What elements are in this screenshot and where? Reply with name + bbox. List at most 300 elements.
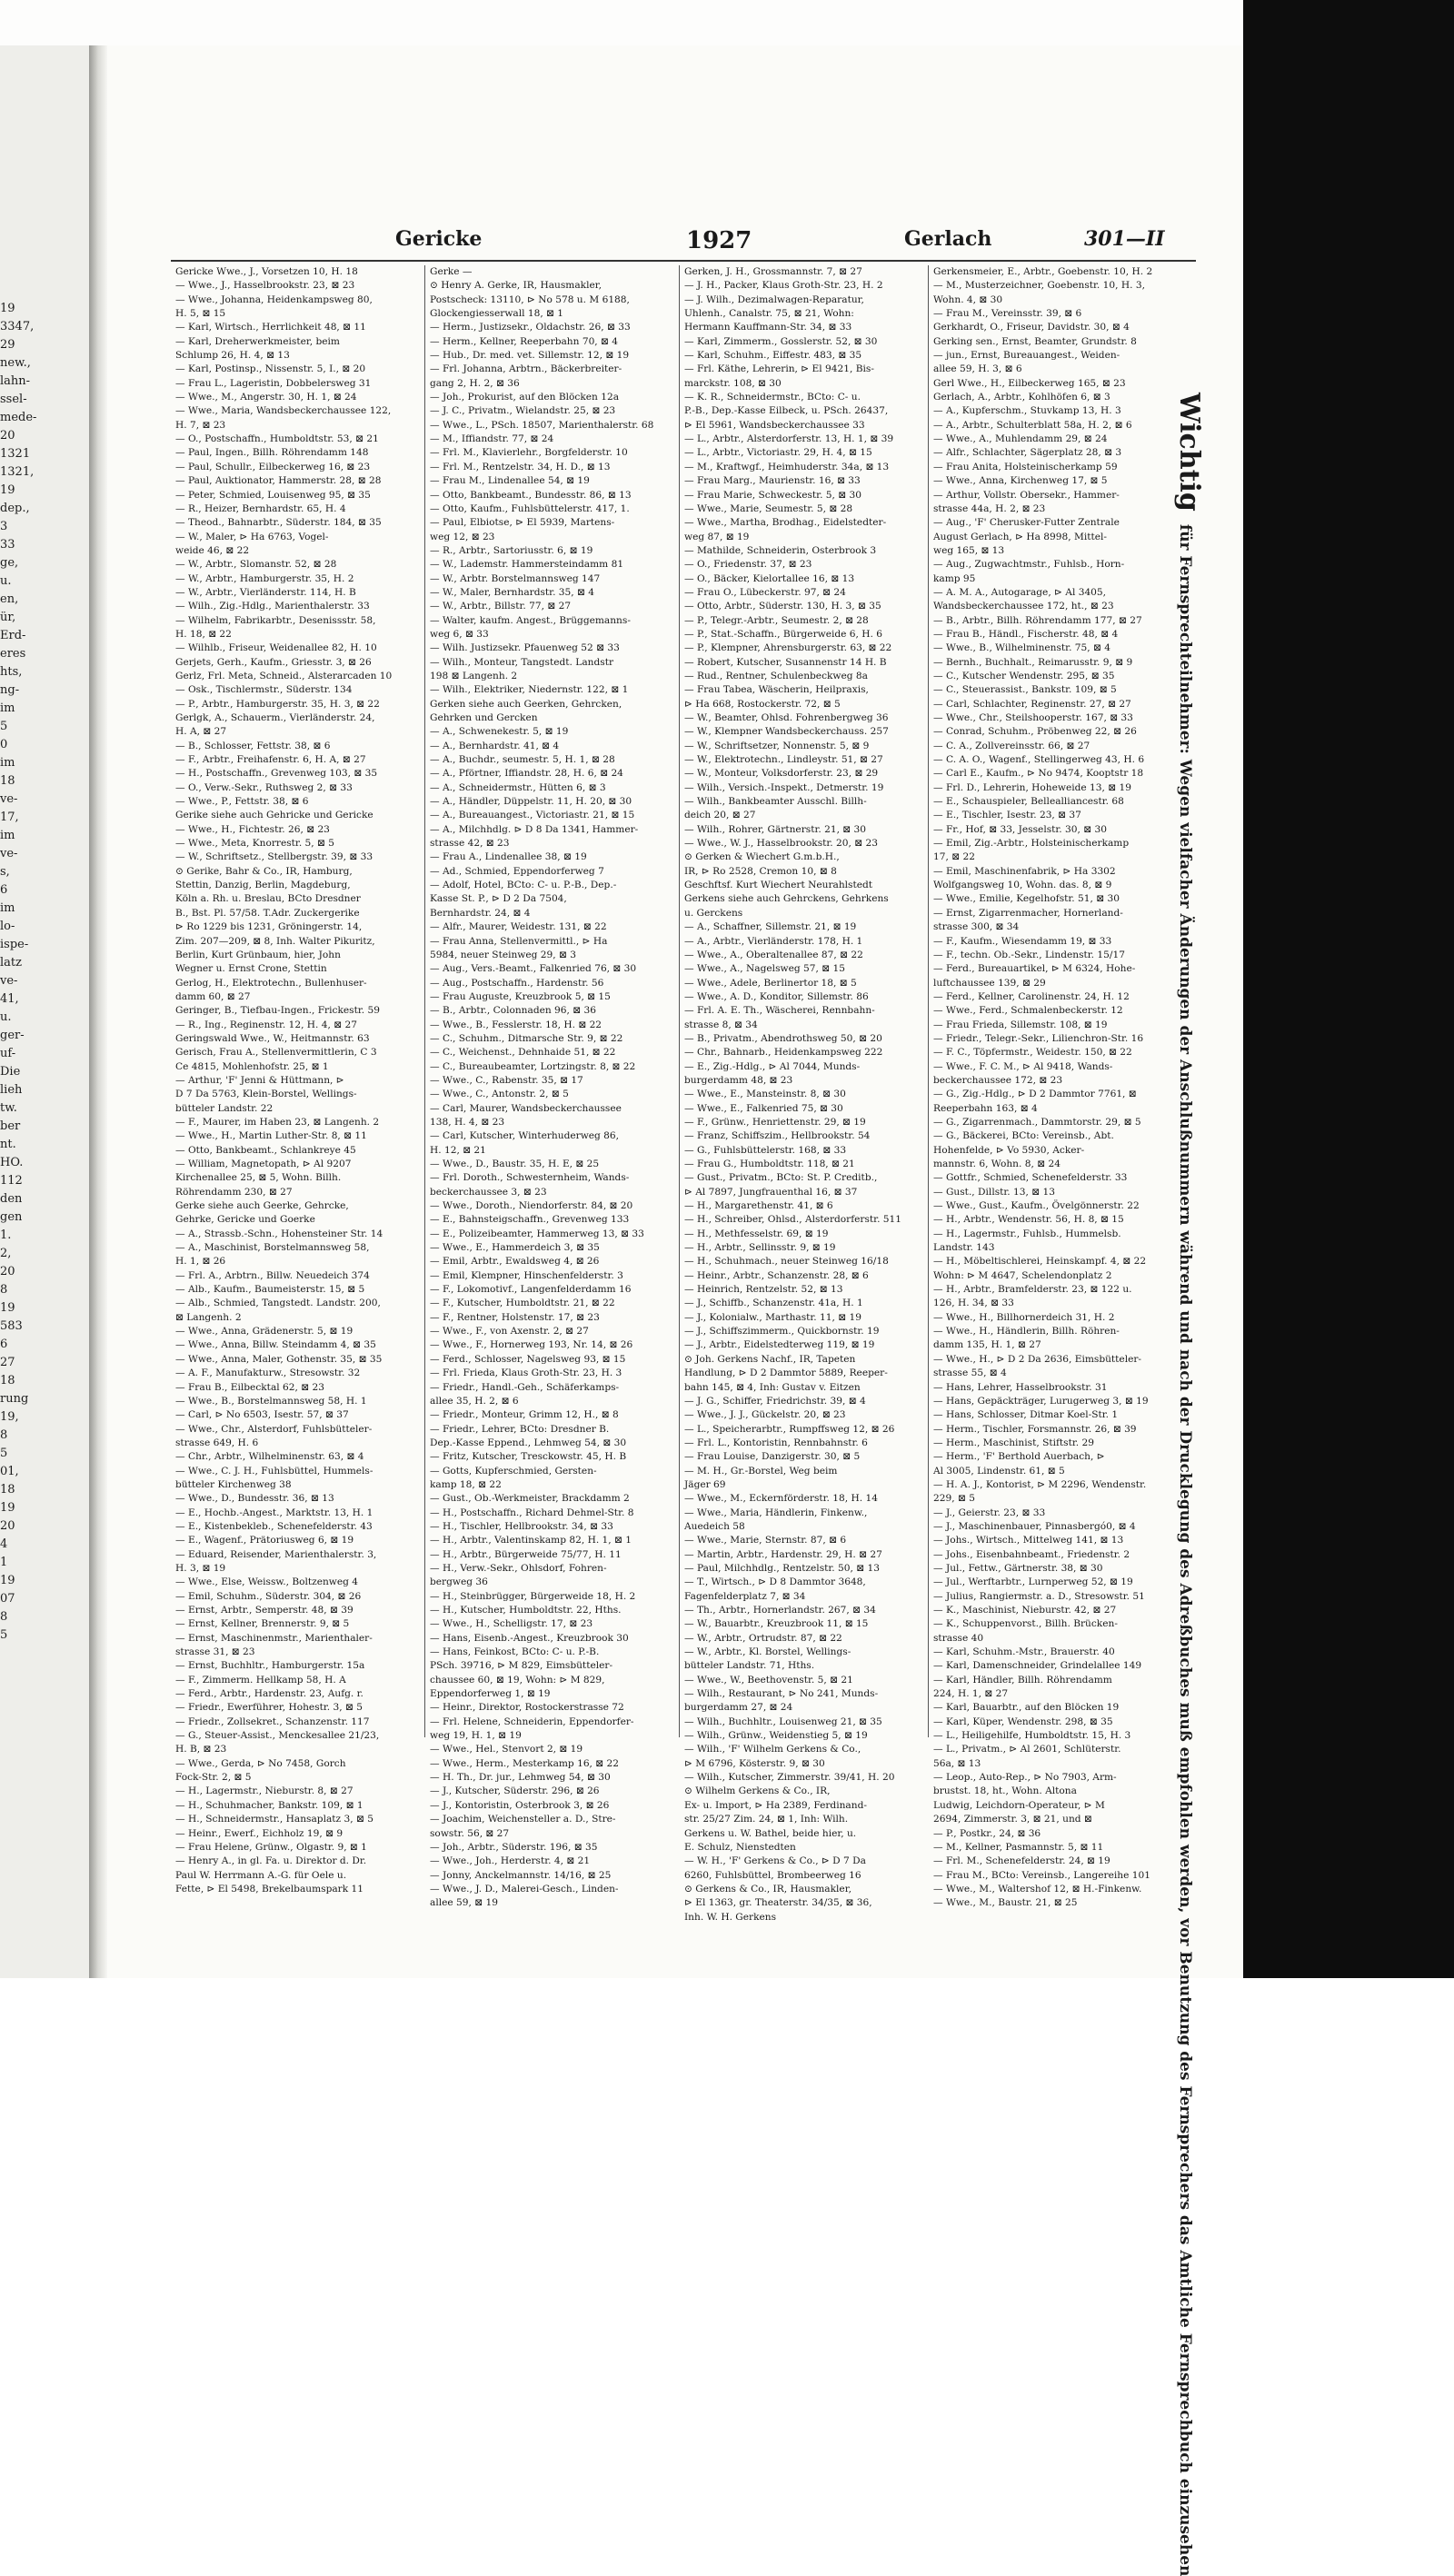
directory-entry-line: — W., Arbtr., Vierländerstr. 114, H. B	[175, 586, 356, 598]
directory-entry-line: — Adolf, Hotel, BCto: C- u. P.-B., Dep.-	[430, 880, 617, 891]
directory-entry-line: — Wilh., Monteur, Tangstedt. Landstr	[430, 656, 614, 668]
directory-entry-line: — Wwe., L., PSch. 18507, Marienthalerstr. 68	[430, 419, 654, 431]
directory-entry-line: Gerlz, Frl. Meta, Schneid., Alsterarcaden 10	[175, 670, 393, 681]
directory-entry-line: — O., Bäcker, Kielortallee 16, ⊠ 13	[684, 572, 855, 584]
directory-entry-line: — F., Arbtr., Freihafenstr. 6, H. A, ⊠ 27	[175, 754, 366, 766]
directory-entry-line: Landstr. 143	[933, 1242, 995, 1254]
directory-entry-line: Wolfgangsweg 10, Wohn. das. 8, ⊠ 9	[933, 880, 1112, 891]
directory-entry-line: — Leop., Auto-Rep., ⊳ No 7903, Arm-	[933, 1772, 1117, 1784]
directory-entry-line: beckerchaussee 3, ⊠ 23	[430, 1186, 547, 1198]
directory-entry-line: — Wwe., Marie, Seumestr. 5, ⊠ 28	[684, 502, 853, 514]
directory-entry-line: ⊙ Gerkens & Co., IR, Hausmakler,	[684, 1883, 851, 1895]
directory-entry-line: — Karl, Schuhm., Eiffestr. 483, ⊠ 35	[684, 350, 862, 362]
directory-entry-line: Gerisch, Frau A., Stellenvermittlerin, C 3	[175, 1047, 377, 1059]
directory-entry-line: — J. H., Packer, Klaus Groth-Str. 23, H. 2	[684, 280, 883, 292]
previous-page-fragment: 8	[0, 1428, 8, 1442]
previous-page-fragment: HO.	[0, 1156, 24, 1169]
directory-entry-line: — Wilh., Versich.-Inspekt., Detmerstr. 19	[684, 781, 884, 793]
directory-entry-line: — Wwe., Gust., Kaufm., Övelgönnerstr. 22	[933, 1200, 1140, 1212]
directory-entry-line: H. 1, ⊠ 26	[175, 1256, 226, 1268]
previous-page-fragment: lo-	[0, 920, 15, 933]
directory-entry-line: — Wwe., B., Fesslerstr. 18, H. ⊠ 22	[430, 1019, 603, 1030]
directory-entry-line: — W., Maler, ⊳ Ha 6763, Vogel-	[175, 531, 329, 542]
directory-entry-line: — G., Fuhlsbüttelerstr. 168, ⊠ 33	[684, 1144, 847, 1156]
directory-entry-line: Gerking sen., Ernst, Beamter, Grundstr. 8	[933, 335, 1137, 347]
directory-entry-line: Gerke siehe auch Geerke, Gehrcke,	[175, 1200, 349, 1212]
directory-entry-line: IR, ⊳ Ro 2528, Cremon 10, ⊠ 8	[684, 865, 837, 877]
directory-entry-line: luftchaussee 139, ⊠ 29	[933, 977, 1046, 989]
directory-entry-line: Berlin, Kurt Grünbaum, hier, John	[175, 949, 341, 960]
directory-entry-line: — H., Schreiber, Ohlsd., Alsterdorferstr. 511	[684, 1214, 902, 1226]
directory-entry-line: — W., Monteur, Volksdorferstr. 23, ⊠ 29	[684, 768, 879, 780]
header-first-name: Gericke	[395, 227, 483, 251]
directory-entry-line: — Frl. M., Rentzelstr. 34, H. D., ⊠ 13	[430, 461, 611, 472]
directory-entry-line: strasse 40	[933, 1632, 984, 1644]
directory-entry-line: — Aug., 'F' Cherusker-Futter Zentrale	[933, 517, 1120, 529]
directory-entry-line: — Wwe., E., Hammerdeich 3, ⊠ 35	[430, 1242, 600, 1254]
directory-entry-line: — O., Verw.-Sekr., Ruthsweg 2, ⊠ 33	[175, 781, 353, 793]
directory-entry-line: — Hans, Feinkost, BCto: C- u. P.-B.	[430, 1646, 600, 1658]
previous-page-fragment: 2,	[0, 1247, 12, 1260]
directory-entry-line: — Wwe., H., Händlerin, Billh. Röhren-	[933, 1326, 1120, 1338]
previous-page-fragment: gen	[0, 1210, 23, 1224]
directory-entry-line: — Wilhelm, Fabrikarbtr., Desenissstr. 58,	[175, 614, 376, 626]
directory-entry-line: — R., Ing., Reginenstr. 12, H. 4, ⊠ 27	[175, 1019, 357, 1030]
directory-entry-line: — Chr., Bahnarb., Heidenkampsweg 222	[684, 1047, 883, 1059]
directory-entry-line: — Peter, Schmied, Louisenweg 95, ⊠ 35	[175, 489, 371, 501]
directory-entry-line: — Frau Tabea, Wäscherin, Heilpraxis,	[684, 684, 869, 696]
directory-entry-line: — A., Kupferschm., Stuvkamp 13, H. 3	[933, 405, 1121, 417]
directory-entry-line: Handlung, ⊳ D 2 Dammtor 5889, Reeper-	[684, 1368, 888, 1379]
directory-entry-line: P.-B., Dep.-Kasse Eilbeck, u. PSch. 26437,	[684, 405, 889, 417]
directory-entry-line: Kasse St. P., ⊳ D 2 Da 7504,	[430, 893, 567, 905]
directory-entry-line: — Frau O., Lübeckerstr. 97, ⊠ 24	[684, 586, 846, 598]
directory-entry-line: Gerken siehe auch Geerken, Gehrcken,	[430, 698, 622, 710]
directory-entry-line: — Wwe., M., Waltershof 12, ⊠ H.-Finkenw.	[933, 1883, 1142, 1895]
previous-page-text	[0, 300, 37, 1935]
directory-entry-line: Gericke Wwe., J., Vorsetzen 10, H. 18	[175, 266, 358, 277]
directory-entry-line: — Gust., Dillstr. 13, ⊠ 13	[933, 1186, 1055, 1198]
directory-entry-line: — Aug., Zugwachtmstr., Fuhlsb., Horn-	[933, 559, 1125, 571]
directory-entry-line: — J., Maschinenbauer, Pinnasbergó0, ⊠ 4	[933, 1520, 1136, 1532]
directory-entry-line: strasse 44a, H. 2, ⊠ 23	[933, 502, 1046, 514]
previous-page-fragment: ber	[0, 1119, 21, 1133]
header-last-name: Gerlach	[904, 227, 992, 251]
directory-entry-line: — F., Grünw., Henriettenstr. 29, ⊠ 19	[684, 1116, 866, 1128]
directory-entry-line: marckstr. 108, ⊠ 30	[684, 377, 782, 389]
directory-entry-line: — Paul, Schullr., Eilbeckerweg 16, ⊠ 23	[175, 461, 371, 472]
previous-page-fragment: 19	[0, 483, 15, 497]
directory-entry-line: — J., Kutscher, Süderstr. 296, ⊠ 26	[430, 1785, 600, 1797]
directory-entry-line: — Jul., Fettw., Gärtnerstr. 38, ⊠ 30	[933, 1562, 1103, 1574]
directory-entry-line: Gerken, J. H., Grossmannstr. 7, ⊠ 27	[684, 266, 862, 277]
directory-entry-line: 229, ⊠ 5	[933, 1493, 975, 1505]
previous-page-fragment: 8	[0, 1283, 8, 1297]
directory-entry-line: — Walter, kaufm. Angest., Brüggemanns-	[430, 614, 631, 626]
directory-entry-line: burgerdamm 27, ⊠ 24	[684, 1702, 793, 1714]
previous-page-fragment: en,	[0, 592, 19, 606]
directory-entry-line: — Hans, Lehrer, Hasselbrookstr. 31	[933, 1381, 1108, 1393]
previous-page-fragment: 29	[0, 338, 15, 352]
directory-entry-line: weide 46, ⊠ 22	[175, 544, 250, 556]
previous-page-fragment: im	[0, 701, 15, 715]
book-gutter	[89, 45, 107, 1978]
directory-entry-line: — Wwe., Ferd., Schmalenbeckerstr. 12	[933, 1005, 1123, 1017]
directory-entry-line: — W., Schriftsetz., Stellbergstr. 39, ⊠ 33	[175, 851, 373, 863]
directory-entry-line: 138, H. 4, ⊠ 23	[430, 1116, 505, 1128]
directory-entry-line: — Herm., Justizsekr., Oldachstr. 26, ⊠ 33	[430, 322, 631, 333]
directory-entry-line: sowstr. 56, ⊠ 27	[430, 1827, 510, 1839]
directory-entry-line: — Joachim, Weichensteller a. D., Stre-	[430, 1814, 616, 1825]
previous-page-fragment: 1	[0, 1556, 8, 1569]
directory-entry-line: Köln a. Rh. u. Breslau, BCto Dresdner	[175, 893, 361, 905]
directory-entry-line: — Wilhlb., Friseur, Weidenallee 82, H. 10	[175, 642, 377, 654]
directory-entry-line: — Ernst, Kellner, Brennerstr. 9, ⊠ 5	[175, 1618, 350, 1630]
previous-page-fragment: 20	[0, 1265, 15, 1278]
directory-entry-line: — Wilh., Restaurant, ⊳ No 241, Munds-	[684, 1688, 879, 1700]
directory-entry-line: — A., Arbtr., Schulterblatt 58a, H. 2, ⊠ 6	[933, 419, 1132, 431]
previous-page-fragment: ve-	[0, 847, 18, 860]
directory-entry-line: — L., Arbtr., Victoriastr. 29, H. 4, ⊠ 15	[684, 447, 872, 459]
directory-entry-line: — W., Arbtr., Billstr. 77, ⊠ 27	[430, 601, 572, 612]
directory-entry-line: — Frau Anna, Stellenvermittl., ⊳ Ha	[430, 935, 608, 947]
directory-entry-line: Reeperbahn 163, ⊠ 4	[933, 1102, 1038, 1114]
previous-page-fragment: 20	[0, 1519, 15, 1533]
directory-entry-line: — W. H., 'F' Gerkens & Co., ⊳ D 7 Da	[684, 1855, 866, 1867]
directory-entry-line: — W., Arbtr. Borstelmannsweg 147	[430, 572, 601, 584]
directory-entry-line: — F., Maurer, im Haben 23, ⊠ Langenh. 2	[175, 1116, 380, 1128]
directory-entry-line: — Emil, Arbtr., Ewaldsweg 4, ⊠ 26	[430, 1256, 600, 1268]
directory-entry-line: — P., Telegr.-Arbtr., Seumestr. 2, ⊠ 28	[684, 614, 869, 626]
directory-entry-line: — B., Schlosser, Fettstr. 38, ⊠ 6	[175, 740, 331, 751]
previous-page-fragment: 8	[0, 1610, 8, 1624]
directory-entry-line: — A., Strassb.-Schn., Hohensteiner Str. 14	[175, 1228, 383, 1239]
directory-entry-line: — A., Arbtr., Vierländerstr. 178, H. 1	[684, 935, 863, 947]
directory-entry-line: Gerkens siehe auch Gehrckens, Gehrkens	[684, 893, 889, 905]
scan-border	[1243, 0, 1454, 1978]
directory-entry-line: — Osk., Tischlermstr., Süderstr. 134	[175, 684, 353, 696]
directory-entry-line: — J., Kolonialw., Marthastr. 11, ⊠ 19	[684, 1311, 861, 1323]
directory-entry-line: Postscheck: 13110, ⊳ No 578 u. M 6188,	[430, 293, 630, 305]
directory-entry-line: bergweg 36	[430, 1576, 488, 1588]
directory-entry-line: E. Schulz, Nienstedten	[684, 1841, 796, 1853]
directory-entry-line: — Frau G., Humboldtstr. 118, ⊠ 21	[684, 1159, 855, 1169]
directory-entry-line: Inh. W. H. Gerkens	[684, 1911, 777, 1923]
directory-entry-line: — Carl, Kutscher, Winterhuderweg 86,	[430, 1130, 620, 1142]
directory-entry-line: — J., Arbtr., Eidelstedterweg 119, ⊠ 19	[684, 1339, 875, 1351]
directory-entry-line: 6260, Fuhlsbüttel, Brombeerweg 16	[684, 1869, 861, 1881]
directory-entry-line: Fagenfelderplatz 7, ⊠ 34	[684, 1590, 806, 1602]
directory-entry-line: — Johs., Wirtsch., Mittelweg 141, ⊠ 13	[933, 1535, 1124, 1547]
directory-entry-line: — Wwe., A. D., Konditor, Sillemstr. 86	[684, 990, 869, 1002]
directory-entry-line: — A., Bernhardstr. 41, ⊠ 4	[430, 740, 560, 751]
directory-entry-line: — K. R., Schneidermstr., BCto: C- u.	[684, 392, 861, 403]
directory-entry-line: — Wilh., Elektriker, Niedernstr. 122, ⊠ 1	[430, 684, 629, 696]
previous-page-fragment: 01,	[0, 1465, 19, 1478]
previous-page-fragment: 0	[0, 738, 8, 751]
directory-entry-line: Röhrendamm 230, ⊠ 27	[175, 1186, 293, 1198]
directory-entry-line: — Johs., Eisenbahnbeamt., Friedenstr. 2	[933, 1548, 1130, 1560]
directory-entry-line: — Frau Marie, Schweckestr. 5, ⊠ 30	[684, 489, 862, 501]
directory-entry-line: — Wwe., Chr., Alsterdorf, Fuhlsbütteler-	[175, 1423, 373, 1435]
directory-entry-line: — Emil, Maschinenfabrik, ⊳ Ha 3302	[933, 865, 1116, 877]
directory-entry-line: — Wwe., Gerda, ⊳ No 7458, Gorch	[175, 1757, 346, 1769]
directory-entry-line: Eppendorferweg 1, ⊠ 19	[430, 1688, 551, 1700]
directory-entry-line: — J. Wilh., Dezimalwagen-Reparatur,	[684, 293, 864, 305]
directory-entry-line: strasse 55, ⊠ 4	[933, 1368, 1007, 1379]
directory-entry-line: D 7 Da 5763, Klein-Borstel, Wellings-	[175, 1089, 357, 1100]
previous-page-fragment: latz	[0, 956, 22, 970]
directory-entry-line: — P., Arbtr., Hamburgerstr. 35, H. 3, ⊠ 22	[175, 698, 380, 710]
directory-entry-line: — A., Schneidermstr., Hütten 6, ⊠ 3	[430, 781, 606, 793]
directory-entry-line: — Friedr., Zollsekret., Schanzenstr. 117	[175, 1716, 370, 1727]
directory-entry-line: allee 59, H. 3, ⊠ 6	[933, 363, 1022, 375]
directory-entry-line: — Wwe., H., Fichtestr. 26, ⊠ 23	[175, 823, 330, 835]
directory-entry-line: — A., Buchdr., seumestr. 5, H. 1, ⊠ 28	[430, 754, 615, 766]
previous-page-fragment: 27	[0, 1356, 15, 1369]
previous-page-fragment: ve-	[0, 792, 18, 806]
directory-entry-line: — W., Klempner Wandsbeckerchauss. 257	[684, 726, 889, 738]
directory-entry-line: — Karl, Bauarbtr., auf den Blöcken 19	[933, 1702, 1120, 1714]
directory-entry-line: H. A, ⊠ 27	[175, 726, 227, 738]
directory-entry-line: — Karl, Postinsp., Nissenstr. 5, I., ⊠ 20	[175, 363, 366, 375]
directory-entry-line: — Ferd., Bureauartikel, ⊳ M 6324, Hohe-	[933, 963, 1136, 975]
directory-entry-line: ⊳ Al 7897, Jungfrauenthal 16, ⊠ 37	[684, 1186, 858, 1198]
directory-column-4	[933, 265, 1160, 1911]
directory-entry-line: — Otto, Kaufm., Fuhlsbüttelerstr. 417, 1.	[430, 502, 630, 514]
directory-entry-line: — Bernh., Buchhalt., Reimarusstr. 9, ⊠ 9	[933, 656, 1133, 668]
directory-entry-line: — Frau M., Vereinsstr. 39, ⊠ 6	[933, 308, 1082, 320]
directory-entry-line: — Wwe., A., Muhlendamm 29, ⊠ 24	[933, 433, 1108, 445]
directory-entry-line: — E., Zig.-Hdlg., ⊳ Al 7044, Munds-	[684, 1060, 861, 1072]
directory-entry-line: — F., Rentner, Holstenstr. 17, ⊠ 23	[430, 1311, 600, 1323]
directory-entry-line: — Frau Louise, Danzigerstr. 30, ⊠ 5	[684, 1451, 861, 1463]
directory-entry-line: — M., Kraftwgf., Heimhuderstr. 34a, ⊠ 13	[684, 461, 890, 472]
directory-entry-line: — Wwe., Anna, Billw. Steindamm 4, ⊠ 35	[175, 1339, 376, 1351]
directory-entry-line: — Friedr., Monteur, Grimm 12, H., ⊠ 8	[430, 1409, 619, 1421]
directory-entry-line: — Carl, Maurer, Wandsbeckerchaussee	[430, 1102, 622, 1114]
directory-entry-line: — Frl. A. E. Th., Wäscherei, Rennbahn-	[684, 1005, 875, 1017]
previous-page-fragment: nt.	[0, 1138, 16, 1151]
page-number: 301—II	[1084, 227, 1165, 251]
directory-entry-line: — A. M. A., Autogarage, ⊳ Al 3405,	[933, 586, 1107, 598]
directory-entry-line: — Wwe., D., Bundesstr. 36, ⊠ 13	[175, 1493, 334, 1505]
notice-text: für Fernsprechteilnehmer: Wegen vielfacher Änderungen der Anschlußnummern während und nach der Drucklegung des Adreßbuches muß empfohlen werden, vor Benutzung des Fernsprechers das Amtliche Fernsprechbuch einzusehen	[1176, 523, 1194, 2576]
directory-entry-line: Jäger 69	[684, 1478, 726, 1490]
directory-entry-line: — W., Lademstr. Hammersteindamm 81	[430, 559, 624, 571]
directory-entry-line: — B., Arbtr., Billh. Röhrendamm 177, ⊠ 27	[933, 614, 1142, 626]
directory-entry-line: — Paul, Auktionator, Hammerstr. 28, ⊠ 28	[175, 475, 382, 487]
directory-entry-line: — Wilh., Rohrer, Gärtnerstr. 21, ⊠ 30	[684, 823, 867, 835]
directory-entry-line: bütteler Landstr. 71, Hths.	[684, 1660, 815, 1672]
directory-entry-line: — Karl, Zimmerm., Gosslerstr. 52, ⊠ 30	[684, 335, 878, 347]
directory-entry-line: Bernhardstr. 24, ⊠ 4	[430, 907, 531, 919]
directory-entry-line: kamp 18, ⊠ 22	[430, 1478, 502, 1490]
directory-entry-line: — Wwe., C., Antonstr. 2, ⊠ 5	[430, 1089, 569, 1100]
directory-entry-line: ⊳ Ha 668, Rostockerstr. 72, ⊠ 5	[684, 698, 841, 710]
directory-entry-line: — Ernst, Maschinenmstr., Marienthaler-	[175, 1632, 373, 1644]
directory-entry-line: — Frau A., Lindenallee 38, ⊠ 19	[430, 851, 587, 863]
directory-entry-line: 56a, ⊠ 13	[933, 1757, 981, 1769]
directory-entry-line: — C., Steuerassist., Bankstr. 109, ⊠ 5	[933, 684, 1117, 696]
directory-entry-line: — Arthur, Vollstr. Obersekr., Hammer-	[933, 489, 1120, 501]
directory-entry-line: str. 25/27 Zim. 24, ⊠ 1, Inh: Wilh.	[684, 1814, 849, 1825]
directory-entry-line: — Wilh., Zig.-Hdlg., Marienthalerstr. 33	[175, 601, 370, 612]
directory-entry-line: Gerkensmeier, E., Arbtr., Goebenstr. 10, H. 2	[933, 266, 1153, 277]
directory-entry-line: — M., Iffiandstr. 77, ⊠ 24	[430, 433, 554, 445]
directory-entry-line: — Wwe., H., Martin Luther-Str. 8, ⊠ 11	[175, 1130, 367, 1142]
directory-entry-line: — H., Schuhmach., neuer Steinweg 16/18	[684, 1256, 889, 1268]
header-rule	[171, 260, 1196, 262]
directory-entry-line: bahn 145, ⊠ 4, Inh: Gustav v. Eitzen	[684, 1381, 861, 1393]
directory-entry-line: — Theod., Bahnarbtr., Süderstr. 184, ⊠ 35	[175, 517, 382, 529]
directory-entry-line: — H., Postschaffn., Richard Dehmel-Str. 8	[430, 1507, 634, 1518]
directory-entry-line: — H., Lagermstr., Fuhlsb., Hummelsb.	[933, 1228, 1121, 1239]
previous-page-fragment: ng-	[0, 683, 20, 697]
previous-page-edge	[0, 45, 89, 1978]
directory-entry-line: — Wwe., Marie, Sternstr. 87, ⊠ 6	[684, 1535, 847, 1547]
directory-entry-line: H. B, ⊠ 23	[175, 1744, 227, 1755]
previous-page-fragment: ge,	[0, 556, 19, 570]
previous-page-fragment: 19	[0, 1301, 15, 1315]
previous-page-fragment: 5	[0, 1628, 8, 1642]
directory-entry-line: — Ernst, Arbtr., Semperstr. 48, ⊠ 39	[175, 1605, 354, 1616]
directory-entry-line: — T., Wirtsch., ⊳ D 8 Dammtor 3648,	[684, 1576, 866, 1588]
previous-page-fragment: s,	[0, 865, 10, 879]
directory-entry-line: 198 ⊠ Langenh. 2	[430, 670, 518, 681]
directory-entry-line: — Wwe., Joh., Herderstr. 4, ⊠ 21	[430, 1855, 591, 1867]
directory-entry-line: — Joh., Prokurist, auf den Blöcken 12a	[430, 392, 620, 403]
previous-page-fragment: 19,	[0, 1410, 19, 1424]
previous-page-fragment: 4	[0, 1537, 8, 1551]
directory-entry-line: Gerlach, A., Arbtr., Kohlhöfen 6, ⊠ 3	[933, 392, 1110, 403]
directory-entry-line: — C. A. O., Wagenf., Stellingerweg 43, H. 6	[933, 754, 1145, 766]
directory-entry-line: — C., Schuhm., Ditmarsche Str. 9, ⊠ 22	[430, 1032, 623, 1044]
directory-entry-line: — Paul, Elbiotse, ⊳ El 5939, Martens-	[430, 517, 615, 529]
directory-entry-line: — Frl. A., Arbtrn., Billw. Neuedeich 374	[175, 1269, 370, 1281]
directory-entry-line: — L., Speicherarbtr., Rumpffsweg 12, ⊠ 26	[684, 1423, 895, 1435]
directory-entry-line: Gerke —	[430, 266, 473, 277]
directory-entry-line: H. 7, ⊠ 23	[175, 419, 226, 431]
directory-entry-line: — Herm., Kellner, Reeperbahn 70, ⊠ 4	[430, 335, 619, 347]
directory-entry-line: — Frl. M., Klavierlehr., Borgfelderstr. 10	[430, 447, 628, 459]
directory-entry-line: — B., Arbtr., Colonnaden 96, ⊠ 36	[430, 1005, 596, 1017]
previous-page-fragment: 18	[0, 774, 15, 788]
previous-page-fragment: den	[0, 1192, 23, 1206]
directory-entry-line: Hohenfelde, ⊳ Vo 5930, Acker-	[933, 1144, 1085, 1156]
directory-entry-line: — Alfr., Schlachter, Sägerplatz 28, ⊠ 3	[933, 447, 1122, 459]
directory-entry-line: Hermann Kauffmann-Str. 34, ⊠ 33	[684, 322, 852, 333]
directory-entry-line: — Conrad, Schuhm., Pröbenweg 22, ⊠ 26	[933, 726, 1137, 738]
directory-entry-line: — H., Schneidermstr., Hansaplatz 3, ⊠ 5	[175, 1814, 373, 1825]
directory-entry-line: Uhlenh., Canalstr. 75, ⊠ 21, Wohn:	[684, 308, 854, 320]
directory-entry-line: — Wwe., C. J. H., Fuhlsbüttel, Hummels-	[175, 1465, 373, 1477]
previous-page-fragment: im	[0, 829, 15, 842]
directory-entry-line: — Karl, Küper, Wendenstr. 298, ⊠ 35	[933, 1716, 1113, 1727]
directory-column-1	[175, 265, 416, 1896]
directory-entry-line: ⊳ El 5961, Wandsbeckerchaussee 33	[684, 419, 865, 431]
directory-entry-line: strasse 8, ⊠ 34	[684, 1019, 758, 1030]
directory-entry-line: — Wwe., Chr., Steilshooperstr. 167, ⊠ 33	[933, 712, 1133, 723]
previous-page-fragment: 6	[0, 1338, 8, 1351]
directory-entry-line: — E., Tischler, Isestr. 23, ⊠ 37	[933, 810, 1081, 821]
directory-entry-line: — Wwe., M., Baustr. 21, ⊠ 25	[933, 1897, 1078, 1909]
directory-entry-line: weg 19, H. 1, ⊠ 19	[430, 1730, 522, 1742]
directory-entry-line: strasse 31, ⊠ 23	[175, 1646, 255, 1658]
directory-entry-line: ⊳ M 6796, Kösterstr. 9, ⊠ 30	[684, 1757, 825, 1769]
directory-entry-line: bütteler Landstr. 22	[175, 1102, 274, 1114]
directory-entry-line: ⊳ El 1363, gr. Theaterstr. 34/35, ⊠ 36,	[684, 1897, 872, 1909]
directory-entry-line: Geringer, B., Tiefbau-Ingen., Frickestr. 59	[175, 1005, 380, 1017]
directory-entry-line: — H., Postschaffn., Grevenweg 103, ⊠ 35	[175, 768, 378, 780]
directory-entry-line: allee 59, ⊠ 19	[430, 1897, 498, 1909]
directory-entry-line: — O., Friedenstr. 37, ⊠ 23	[684, 559, 812, 571]
directory-entry-line: chaussee 60, ⊠ 19, Wohn: ⊳ M 829,	[430, 1674, 605, 1686]
directory-entry-line: mannstr. 6, Wohn. 8, ⊠ 24	[933, 1159, 1061, 1169]
directory-entry-line: — W., Beamter, Ohlsd. Fohrenbergweg 36	[684, 712, 889, 723]
directory-entry-line: ⊙ Gerike, Bahr & Co., IR, Hamburg,	[175, 865, 353, 877]
directory-entry-line: — Wwe., Maria, Händlerin, Finkenw.,	[684, 1507, 868, 1518]
directory-entry-line: B., Bst. Pl. 57/58. T.Adr. Zuckergerike	[175, 907, 360, 919]
directory-entry-line: Gerlgk, A., Schauerm., Vierländerstr. 24,	[175, 712, 375, 723]
directory-entry-line: — A., Schaffner, Sillemstr. 21, ⊠ 19	[684, 921, 857, 933]
directory-entry-line: — Wwe., Adele, Berlinertor 18, ⊠ 5	[684, 977, 857, 989]
directory-entry-line: — Frau Auguste, Kreuzbrook 5, ⊠ 15	[430, 990, 611, 1002]
directory-entry-line: Geschftsf. Kurt Wiechert Neurahlstedt	[684, 880, 873, 891]
directory-entry-line: — Hub., Dr. med. vet. Sillemstr. 12, ⊠ 19	[430, 350, 630, 362]
directory-entry-line: — Wwe., Meta, Knorrestr. 5, ⊠ 5	[175, 838, 335, 850]
directory-entry-line: — Arthur, 'F' Jenni & Hüttmann, ⊳	[175, 1074, 344, 1086]
directory-entry-line: — H., Arbtr., Wendenstr. 56, H. 8, ⊠ 15	[933, 1214, 1124, 1226]
directory-entry-line: Zim. 207—209, ⊠ 8, Inh. Walter Pikuritz,	[175, 935, 375, 947]
directory-entry-line: — C., Kutscher Wendenstr. 295, ⊠ 35	[933, 670, 1115, 681]
directory-entry-line: — P., Klempner, Ahrensburgerstr. 63, ⊠ 22	[684, 642, 892, 654]
directory-entry-line: ⊙ Gerken & Wiechert G.m.b.H.,	[684, 851, 840, 863]
directory-entry-line: — Th., Arbtr., Hornerlandstr. 267, ⊠ 34	[684, 1605, 876, 1616]
directory-entry-line: — J. G., Schiffer, Friedrichstr. 39, ⊠ 4	[684, 1395, 866, 1407]
previous-page-fragment: lieh	[0, 1083, 23, 1097]
directory-entry-line: — Chr., Arbtr., Wilhelminenstr. 63, ⊠ 4	[175, 1451, 364, 1463]
directory-entry-line: — Wwe., P., Fettstr. 38, ⊠ 6	[175, 796, 309, 808]
directory-entry-line: — J., Schiffszimmerm., Quickbornstr. 19	[684, 1326, 880, 1338]
directory-entry-line: — E., Kistenbekleb., Schenefelderstr. 43	[175, 1520, 373, 1532]
directory-entry-line: — H., Kutscher, Humboldtstr. 22, Hths.	[430, 1605, 622, 1616]
directory-entry-line: weg 12, ⊠ 23	[430, 531, 495, 542]
directory-entry-line: — A., Pförtner, Iffiandstr. 28, H. 6, ⊠ 24	[430, 768, 623, 780]
directory-entry-line: — Frau M., BCto: Vereinsb., Langereihe 101	[933, 1869, 1150, 1881]
directory-entry-line: — Wwe., M., Eckernförderstr. 18, H. 14	[684, 1493, 878, 1505]
previous-page-fragment: ssel-	[0, 393, 27, 406]
directory-entry-line: weg 87, ⊠ 19	[684, 531, 750, 542]
directory-entry-line: Auedeich 58	[684, 1520, 745, 1532]
directory-entry-line: — Wwe., Anna, Maler, Gothenstr. 35, ⊠ 35	[175, 1353, 383, 1365]
directory-entry-line: — H., Lagermstr., Nieburstr. 8, ⊠ 27	[175, 1785, 354, 1797]
directory-entry-line: Kirchenallee 25, ⊠ 5, Wohn. Billh.	[175, 1172, 342, 1184]
directory-entry-line: — Karl, Damenschneider, Grindelallee 149	[933, 1660, 1142, 1672]
directory-entry-line: — W., Schriftsetzer, Nonnenstr. 5, ⊠ 9	[684, 740, 870, 751]
directory-entry-line: — W., Arbtr., Hamburgerstr. 35, H. 2	[175, 572, 354, 584]
directory-entry-line: — E., Bahnsteigschaffn., Grevenweg 133	[430, 1214, 630, 1226]
directory-entry-line: — H., Arbtr., Valentinskamp 82, H. 1, ⊠ 1	[430, 1535, 632, 1547]
directory-entry-line: — Gust., Ob.-Werkmeister, Brackdamm 2	[430, 1493, 630, 1505]
directory-entry-line: Ex- u. Import, ⊳ Ha 2389, Ferdinand-	[684, 1799, 867, 1811]
directory-entry-line: — Frl. Johanna, Arbtrn., Bäckerbreiter-	[430, 363, 622, 375]
directory-entry-line: — J. C., Privatm., Wielandstr. 25, ⊠ 23	[430, 405, 616, 417]
directory-entry-line: — Frau L., Lageristin, Dobbelersweg 31	[175, 377, 372, 389]
directory-entry-line: 5984, neuer Steinweg 29, ⊠ 3	[430, 949, 576, 960]
directory-entry-line: — H., Arbtr., Bürgerweide 75/77, H. 11	[430, 1548, 622, 1560]
directory-entry-line: — G., Zigarrenmach., Dammtorstr. 29, ⊠ 5	[933, 1116, 1141, 1128]
